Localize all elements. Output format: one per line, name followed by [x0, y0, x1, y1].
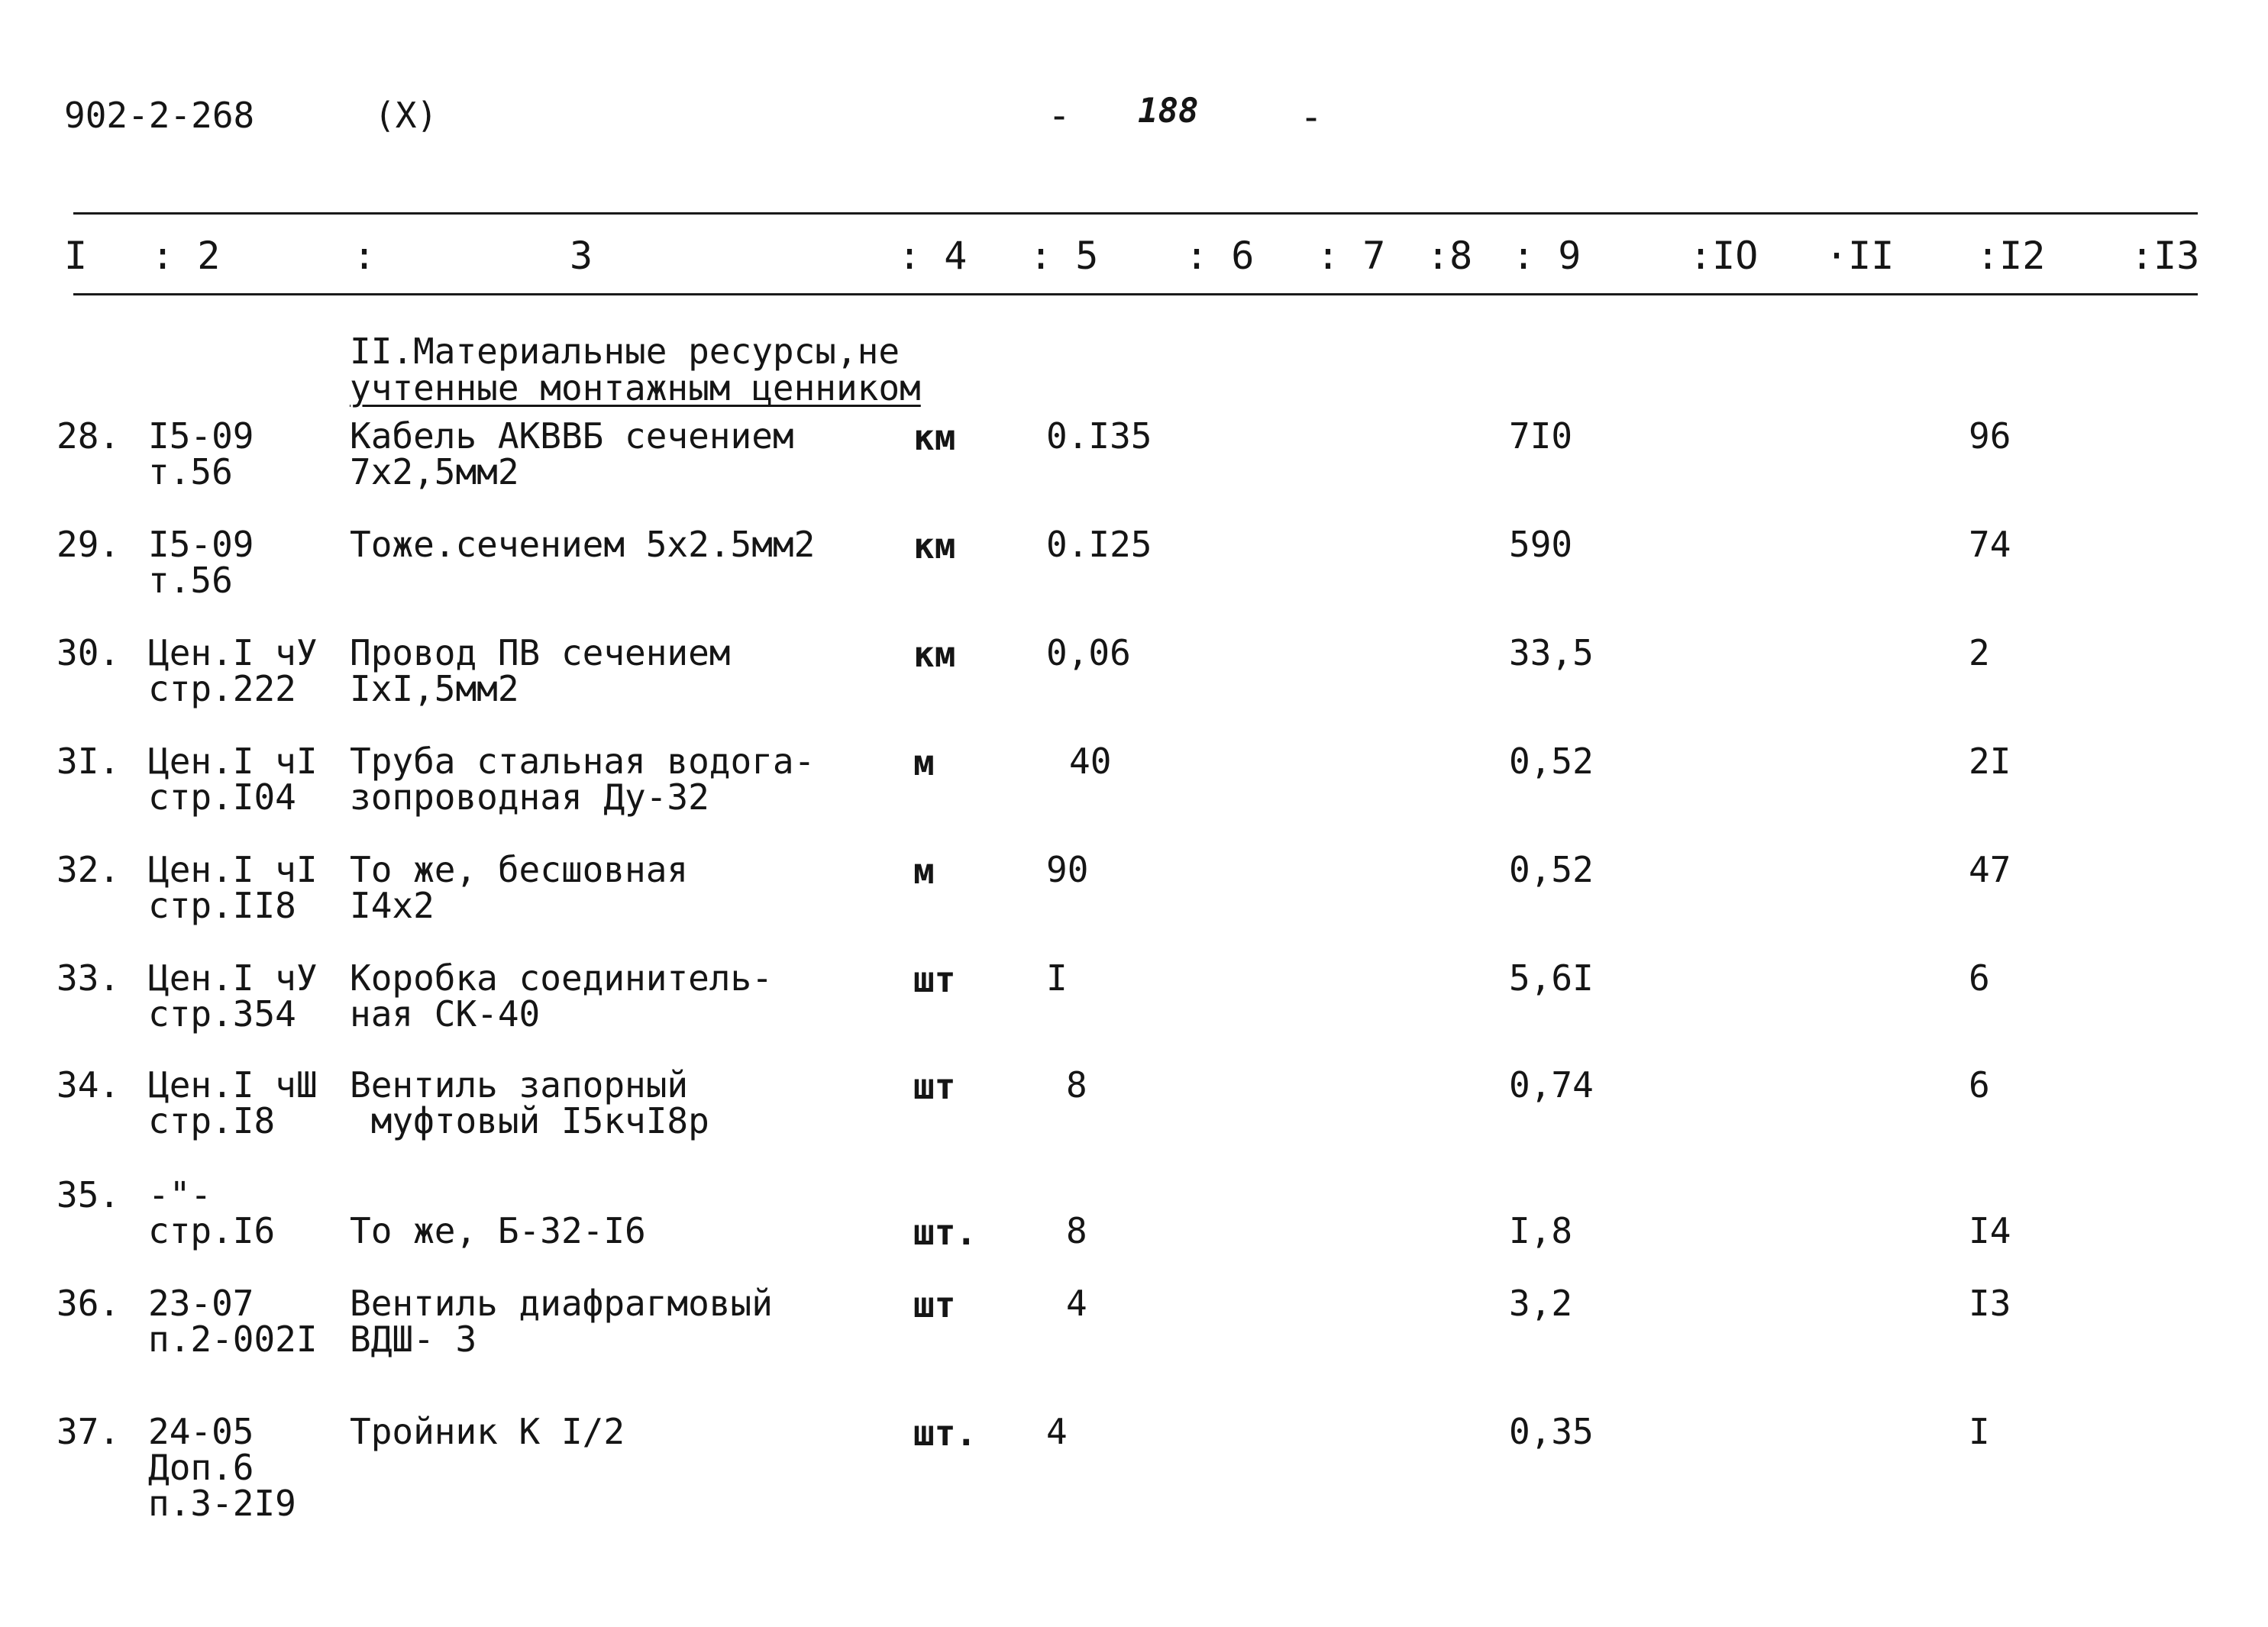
column-header-4: : 4 — [898, 234, 968, 278]
row-unit-price: 5,6I — [1509, 957, 1594, 999]
row-description: Тоже.сечением 5х2.5мм2 — [350, 524, 816, 565]
row-unit-price: 0,35 — [1509, 1411, 1594, 1452]
row-description: Вентиль запорный муфтовый I5кчI8р — [350, 1064, 709, 1141]
row-unit-price: 3,2 — [1509, 1283, 1573, 1324]
row-unit-price: 0,52 — [1509, 849, 1594, 890]
document-code: 902-2-268 — [64, 95, 255, 136]
row-description: То же, Б-32-I6 — [350, 1210, 646, 1251]
column-header-2: : 2 — [151, 234, 221, 278]
row-quantity: 8 — [1066, 1210, 1087, 1251]
column-header-3: 3 — [570, 234, 593, 278]
row-unit: км — [913, 525, 956, 567]
row-unit: км — [913, 417, 956, 458]
row-number: 34. — [57, 1064, 121, 1106]
row-total: 96 — [1969, 415, 2011, 457]
row-unit-price: 590 — [1509, 524, 1573, 565]
column-header-10: :IO — [1689, 234, 1759, 278]
row-number: 30. — [57, 632, 121, 673]
row-quantity: 4 — [1046, 1411, 1068, 1452]
row-unit-price: 0,52 — [1509, 741, 1594, 782]
row-reference: I5-09 т.56 — [148, 415, 254, 492]
row-total: I — [1969, 1411, 1990, 1452]
row-unit-price: 0,74 — [1509, 1064, 1594, 1106]
row-description: Вентиль диафрагмовый ВДШ- 3 — [350, 1283, 773, 1360]
column-header-13: :I3 — [2131, 234, 2200, 278]
row-reference: 23-07 п.2-002I — [148, 1283, 318, 1360]
row-total: 47 — [1969, 849, 2011, 890]
row-quantity: 0.I25 — [1046, 524, 1152, 565]
column-header-8: :8 — [1426, 234, 1473, 278]
page-number-dash-right: - — [1300, 95, 1323, 139]
row-unit: км — [913, 634, 956, 675]
section-title-line-2: учтенные монтажным ценником — [350, 367, 921, 408]
column-header-9: : 9 — [1512, 234, 1581, 278]
row-unit: м — [913, 742, 935, 783]
row-number: 3I. — [57, 741, 121, 782]
row-number: 29. — [57, 524, 121, 565]
row-reference: Цен.I чI стр.I04 — [148, 741, 318, 818]
section-title-line-1: II.Материальные ресурсы,не — [350, 331, 900, 372]
row-reference: Цен.I чI стр.II8 — [148, 849, 318, 926]
row-number: 33. — [57, 957, 121, 999]
row-description: То же, бесшовная I4х2 — [350, 849, 689, 926]
row-quantity: 0.I35 — [1046, 415, 1152, 457]
row-quantity: I — [1046, 957, 1068, 999]
row-description: Труба стальная водога- зопроводная Ду-32 — [350, 741, 816, 818]
row-reference: I5-09 т.56 — [148, 524, 254, 601]
row-total: 74 — [1969, 524, 2011, 565]
row-description: Провод ПВ сечением IхI,5мм2 — [350, 632, 731, 709]
page-number: 188 — [1138, 92, 1199, 131]
row-unit: м — [913, 851, 935, 892]
column-header-7: : 7 — [1317, 234, 1386, 278]
column-separator: : — [353, 234, 376, 278]
row-total: I3 — [1969, 1283, 2011, 1324]
row-quantity: 4 — [1066, 1283, 1087, 1324]
row-quantity: 0,06 — [1046, 632, 1131, 673]
row-number: 36. — [57, 1283, 121, 1324]
row-total: 2I — [1969, 741, 2011, 782]
table-top-rule — [73, 212, 2198, 215]
row-unit: шт. — [913, 1412, 977, 1454]
page-number-dash-left: - — [1048, 93, 1071, 137]
row-reference: Цен.I чУ стр.354 — [148, 957, 318, 1035]
row-reference: -"- стр.I6 — [148, 1174, 276, 1251]
column-header-11: ·II — [1825, 234, 1895, 278]
row-unit: шт — [913, 1066, 956, 1107]
row-number: 37. — [57, 1411, 121, 1452]
row-total: 6 — [1969, 1064, 1990, 1106]
row-unit: шт — [913, 1284, 956, 1325]
row-unit: шт — [913, 959, 956, 1000]
row-number: 28. — [57, 415, 121, 457]
row-unit-price: 33,5 — [1509, 632, 1594, 673]
row-reference: Цен.I чУ стр.222 — [148, 632, 318, 709]
column-header-1: I — [64, 234, 88, 278]
row-description: Кабель АКВВБ сечением 7х2,5мм2 — [350, 415, 794, 492]
row-total: I4 — [1969, 1210, 2011, 1251]
row-number: 35. — [57, 1174, 121, 1215]
row-unit-price: I,8 — [1509, 1210, 1573, 1251]
row-description: Тройник К I/2 — [350, 1411, 625, 1452]
row-reference: Цен.I чШ стр.I8 — [148, 1064, 318, 1141]
column-header-6: : 6 — [1185, 234, 1255, 278]
row-description: Коробка соединитель- ная СК-40 — [350, 957, 773, 1035]
document-variant: (X) — [374, 95, 438, 136]
row-unit: шт. — [913, 1212, 977, 1253]
row-quantity: 40 — [1069, 741, 1112, 782]
row-number: 32. — [57, 849, 121, 890]
row-total: 2 — [1969, 632, 1990, 673]
section-title — [350, 333, 921, 406]
column-header-12: :I2 — [1976, 234, 2046, 278]
row-quantity: 90 — [1046, 849, 1089, 890]
table-header-rule — [73, 293, 2198, 295]
row-unit-price: 7I0 — [1509, 415, 1573, 457]
row-quantity: 8 — [1066, 1064, 1087, 1106]
row-total: 6 — [1969, 957, 1990, 999]
column-header-5: : 5 — [1029, 234, 1099, 278]
row-reference: 24-05 Доп.6 п.3-2I9 — [148, 1411, 296, 1524]
